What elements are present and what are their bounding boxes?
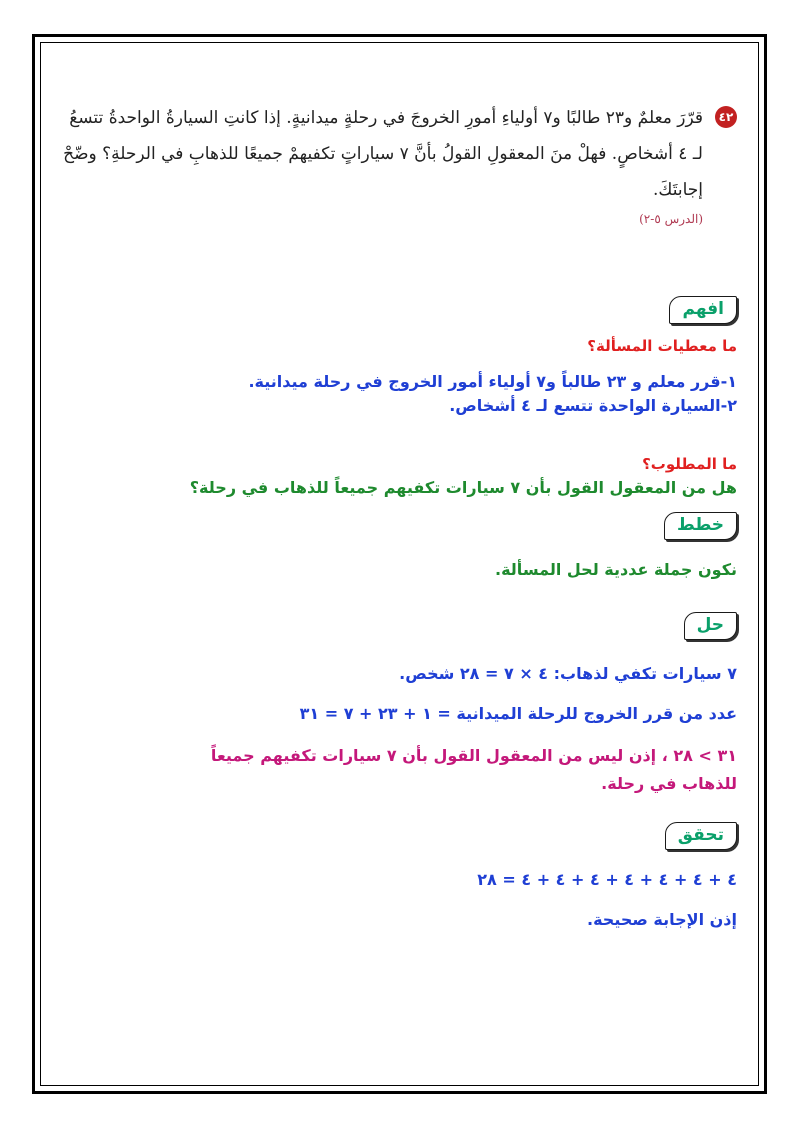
check-line-1: ٤ + ٤ + ٤ + ٤ + ٤ + ٤ + ٤ = ٢٨: [477, 870, 737, 889]
given-item-2: ٢-السيارة الواحدة تتسع لـ ٤ أشخاص.: [449, 396, 737, 415]
question-number-badge: ٤٢: [715, 106, 737, 128]
check-line-2: إذن الإجابة صحيحة.: [587, 910, 737, 929]
solve-tag: حل: [684, 612, 737, 640]
given-item-1: ١-قرر معلم و ٢٣ طالباً و٧ أولياء أمور الخروج في رحلة ميدانية.: [248, 372, 737, 391]
solve-conclusion-line-2: للذهاب في رحلة.: [601, 774, 737, 793]
solve-conclusion-line-1: ٣١ > ٢٨ ، إذن ليس من المعقول القول بأن ٧ سيارات تكفيهم جميعاً: [210, 746, 737, 765]
understand-tag: افهم: [669, 296, 737, 324]
understand-tag-row: [62, 296, 737, 324]
required-text: هل من المعقول القول بأن ٧ سيارات تكفيهم جميعاً للذهاب في رحلة؟: [189, 478, 737, 497]
lesson-reference: (الدرس ٥-٢): [639, 212, 703, 226]
plan-tag-row: [62, 512, 737, 540]
plan-tag: خطط: [664, 512, 737, 540]
check-tag: تحقق: [665, 822, 737, 850]
required-heading: ما المطلوب؟: [642, 455, 737, 473]
problem-statement: [62, 100, 737, 228]
givens-heading: ما معطيات المسألة؟: [587, 337, 737, 355]
problem-line-1: قرّرَ معلمٌ و٢٣ طالبًا و٧ أولياءِ أمورِ الخروجَ في رحلةٍ ميدانيةٍ. إذا كانتِ السيارةُ الواحدةُ تتسعُ: [69, 108, 703, 128]
solve-line-1: ٧ سيارات تكفي لذهاب: ٤ × ٧ = ٢٨ شخص.: [399, 664, 737, 683]
solve-line-2: عدد من قرر الخروج للرحلة الميدانية = ١ + ٢٣ + ٧ = ٣١: [299, 704, 737, 723]
check-tag-row: [62, 822, 737, 850]
solve-tag-row: [62, 612, 737, 640]
problem-line-2: لـ ٤ أشخاصٍ. فهلْ منَ المعقولِ القولُ بأنَّ ٧ سياراتٍ تكفيهمْ جميعًا للذهابِ في الرحلةِ؟ وضّحْ إجابتَكَ.: [63, 144, 703, 200]
plan-text: نكون جملة عددية لحل المسألة.: [495, 560, 737, 579]
